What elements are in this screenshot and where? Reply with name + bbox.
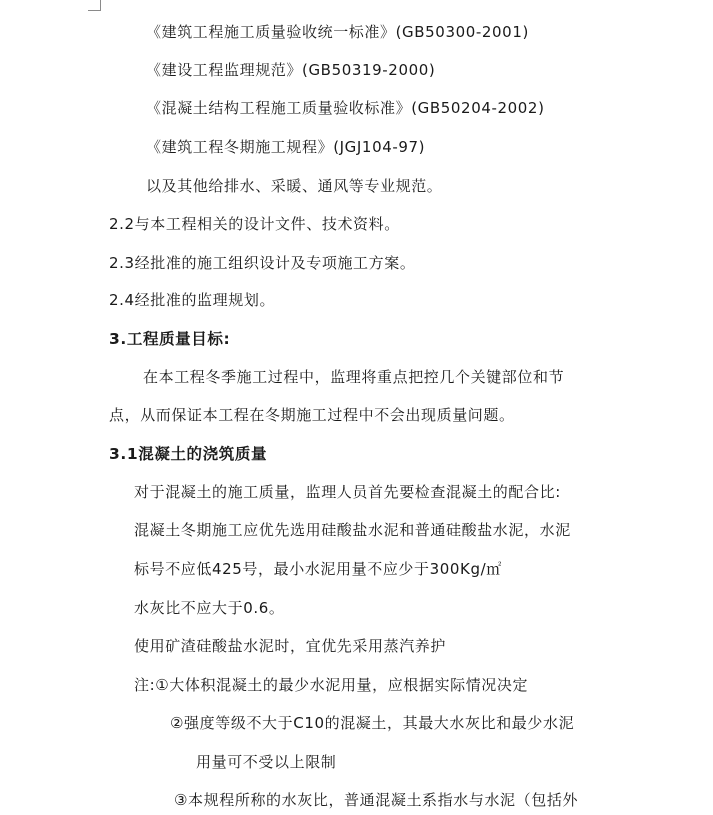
paragraph-line: 混凝土冬期施工应优先选用硅酸盐水泥和普通硅酸盐水泥，水泥 bbox=[134, 521, 571, 539]
section-heading: 3.工程质量目标: bbox=[109, 330, 231, 348]
paragraph-line: 在本工程冬季施工过程中，监理将重点把控几个关键部位和节 bbox=[143, 368, 565, 386]
standard-line: 《建设工程监理规范》(GB50319-2000) bbox=[146, 61, 436, 79]
list-item: 2.2与本工程相关的设计文件、技术资料。 bbox=[109, 215, 400, 233]
paragraph-line: 对于混凝土的施工质量，监理人员首先要检查混凝土的配合比: bbox=[134, 483, 561, 501]
list-item: 2.4经批准的监理规划。 bbox=[109, 291, 276, 309]
paragraph-line: 使用矿渣硅酸盐水泥时，宜优先采用蒸汽养护 bbox=[134, 637, 447, 655]
paragraph-line: 标号不应低425号，最小水泥用量不应少于300Kg/㎡ bbox=[134, 560, 502, 578]
standard-line: 《建筑工程冬期施工规程》(JGJ104-97) bbox=[146, 138, 426, 156]
paragraph-line: 水灰比不应大于0.6。 bbox=[134, 599, 285, 617]
crop-mark bbox=[88, 0, 101, 11]
list-item: 2.3经批准的施工组织设计及专项施工方案。 bbox=[109, 254, 416, 272]
subsection-heading: 3.1混凝土的浇筑质量 bbox=[109, 445, 268, 463]
standard-line: 以及其他给排水、采暖、通风等专业规范。 bbox=[146, 177, 443, 195]
note-line: 用量可不受以上限制 bbox=[196, 753, 337, 771]
paragraph-line: 点，从而保证本工程在冬期施工过程中不会出现质量问题。 bbox=[109, 406, 515, 424]
note-line: 注:①大体积混凝土的最少水泥用量，应根据实际情况决定 bbox=[134, 676, 529, 694]
standard-line: 《建筑工程施工质量验收统一标准》(GB50300-2001) bbox=[146, 23, 529, 41]
standard-line: 《混凝土结构工程施工质量验收标准》(GB50204-2002) bbox=[146, 99, 545, 117]
note-line: ②强度等级不大于C10的混凝土，其最大水灰比和最少水泥 bbox=[170, 714, 575, 732]
note-line: ③本规程所称的水灰比，普通混凝土系指水与水泥（包括外 bbox=[174, 791, 579, 809]
